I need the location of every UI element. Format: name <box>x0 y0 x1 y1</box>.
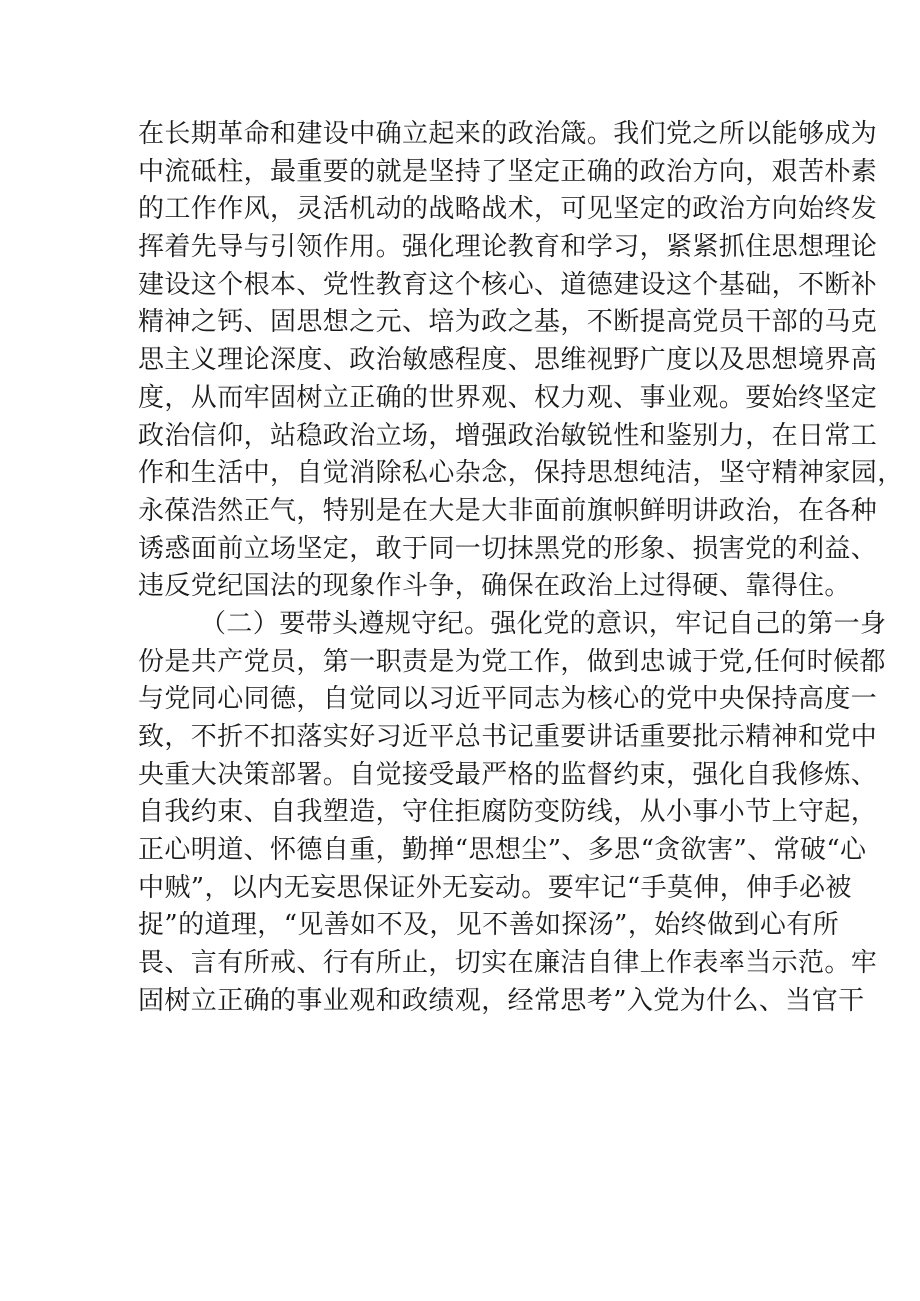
text-line: 捉”的道理，“见善如不及，见不善如探汤”，始终做到心有所 <box>138 910 840 941</box>
text-line: 固树立正确的事业观和政绩观，经常思考”入党为什么、当官干 <box>138 985 865 1016</box>
text-line: 的工作作风，灵活机动的战略战术，可见坚定的政治方向始终发 <box>138 194 878 225</box>
text-line: 在长期革命和建设中确立起来的政治箴。我们党之所以能够成为 <box>138 119 878 149</box>
text-line: 精神之钙、固思想之元、培为政之基，不断提高党员干部的马克 <box>138 307 878 338</box>
text-line: 违反党纪国法的现象作斗争，确保在政治上过得硬、靠得住。 <box>138 571 851 602</box>
text-line: 致，不折不扣落实好习近平总书记重要讲话重要批示精神和党中 <box>138 722 878 752</box>
text-line: 挥着先导与引领作用。强化理论教育和学习，紧紧抓住思想理论 <box>138 232 878 263</box>
text-line: 永葆浩然正气，特别是在大是大非面前旗帜鲜明讲政治，在各种 <box>138 495 878 526</box>
text-line: 与党同心同德，自觉同以习近平同志为核心的党中央保持高度一 <box>138 684 878 715</box>
body-text <box>138 116 904 1021</box>
text-line: 央重大决策部署。自觉接受最严格的监督约束，强化自我修炼、 <box>138 759 878 790</box>
text-line: 诱惑面前立场坚定，敢于同一切抹黑党的形象、损害党的利益、 <box>138 533 878 564</box>
text-line: 份是共产党员，第一职责是为党工作，做到忠诚于党,任何时候都 <box>138 646 886 677</box>
text-line: 思主义理论深度、政治敏感程度、思维视野广度以及思想境界高 <box>138 345 878 376</box>
text-line: 中贼”，以内无妄思保证外无妄动。要牢记“手莫伸，伸手必被 <box>138 872 852 903</box>
text-line: 建设这个根本、党性教育这个核心、道德建设这个基础，不断补 <box>138 269 878 300</box>
text-line: 政治信仰，站稳政治立场，增强政治敏锐性和鉴别力，在日常工 <box>138 420 878 451</box>
text-line: 度，从而牢固树立正确的世界观、权力观、事业观。要始终坚定 <box>138 382 878 413</box>
text-line: 畏、言有所戒、行有所止，切实在廉洁自律上作表率当示范。牢 <box>138 948 878 979</box>
text-line: 正心明道、怀德自重，勤掸“思想尘”、多思“贪欲害”、常破“心 <box>138 835 867 866</box>
text-line: 中流砥柱，最重要的就是坚持了坚定正确的政治方向，艰苦朴素 <box>138 156 878 187</box>
text-line: 作和生活中，自觉消除私心杂念，保持思想纯洁，坚守精神家园， <box>138 458 904 489</box>
text-line: 自我约束、自我塑造，守住拒腐防变防线，从小事小节上守起， <box>138 797 878 828</box>
section-heading-line: （二）要带头遵规守纪。强化党的意识，牢记自己的第一身 <box>200 608 887 639</box>
